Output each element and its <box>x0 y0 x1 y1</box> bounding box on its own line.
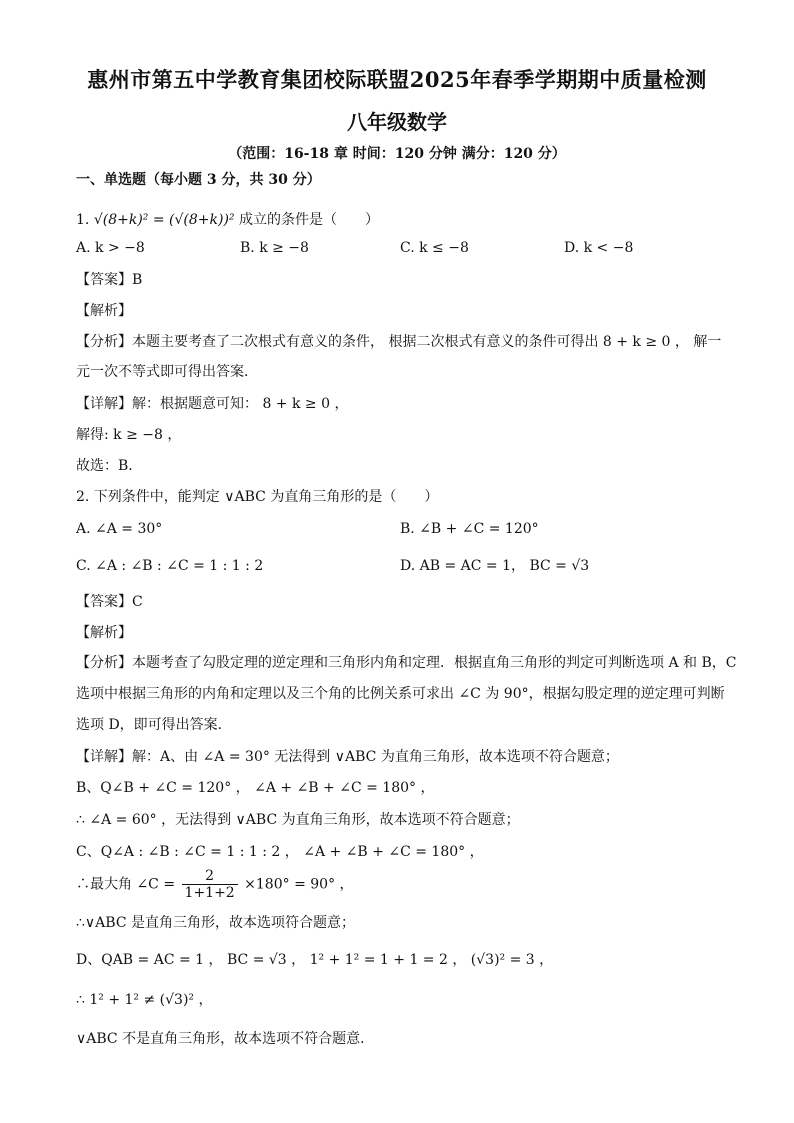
q1-option-d: D. k < −8 <box>564 240 634 256</box>
q2-analysis-1: 【分析】本题考查了勾股定理的逆定理和三角形内角和定理．根据直角三角形的判定可判断选项 A 和 B，C <box>76 655 737 671</box>
q2-detail-4: C、Q∠A : ∠B : ∠C = 1 : 1 : 2 ， ∠A + ∠B + ∠C = 180° ， <box>76 844 484 860</box>
q1-option-c: C. k ≤ −8 <box>400 240 469 256</box>
q2-option-b: B. ∠B + ∠C = 120° <box>400 521 539 537</box>
q2-option-d: D. AB = AC = 1， BC = √3 <box>400 558 590 574</box>
q2-option-c: C. ∠A : ∠B : ∠C = 1 : 1 : 2 <box>76 558 264 574</box>
q2-option-a: A. ∠A = 30° <box>76 521 163 537</box>
fraction-numerator: 2 <box>182 868 238 885</box>
q2-jiexi: 【解析】 <box>76 625 132 641</box>
q2-detail-9: ∨ABC 不是直角三角形，故本选项不符合题意． <box>76 1031 375 1047</box>
q1-option-a: A. k > −8 <box>76 240 145 256</box>
q1-stem-text: 成立的条件是（ ） <box>238 212 379 228</box>
q2-stem: 2. 下列条件中，能判定 ∨ABC 为直角三角形的是（ ） <box>76 489 439 505</box>
q2-detail-1: 【详解】解：A、由 ∠A = 30° 无法得到 ∨ABC 为直角三角形，故本选项不符合题意； <box>76 749 619 765</box>
q2-detail-5 <box>76 868 354 901</box>
q2-detail-5-suffix: ×180° = 90° ， <box>244 876 354 893</box>
exam-subtitle: 八年级数学 <box>347 110 447 134</box>
exam-info: （范围：16-18 章 时间：120 分钟 满分：120 分） <box>228 146 566 162</box>
q2-detail-5-prefix: ∴最大角 ∠C = <box>76 876 176 893</box>
q1-option-b: B. k ≥ −8 <box>240 240 309 256</box>
q2-answer: 【答案】C <box>76 594 143 610</box>
section-title: 一、单选题（每小题 3 分，共 30 分） <box>76 172 321 188</box>
q2-detail-3: ∴ ∠A = 60° ，无法得到 ∨ABC 为直角三角形，故本选项不符合题意； <box>76 812 520 828</box>
q2-detail-6: ∴∨ABC 是直角三角形，故本选项符合题意； <box>76 915 355 931</box>
q1-answer: 【答案】B <box>76 272 143 288</box>
q1-detail-2: 解得: k ≥ −8 ， <box>76 427 182 443</box>
q2-detail-8: ∴ 1² + 1² ≠ (√3)² ， <box>76 992 213 1008</box>
q1-analysis-2: 元一次不等式即可得出答案． <box>76 364 258 380</box>
q1-analysis-1: 【分析】本题主要考查了二次根式有意义的条件， 根据二次根式有意义的条件可得出 8 + k ≥ 0 ， 解一 <box>76 334 722 350</box>
q1-detail-1: 【详解】解：根据题意可知： 8 + k ≥ 0 ， <box>76 396 349 412</box>
q2-detail-2: B、Q∠B + ∠C = 120° ， ∠A + ∠B + ∠C = 180° ， <box>76 780 435 796</box>
q1-detail-3: 故选：B. <box>76 458 133 474</box>
q2-analysis-2: 选项中根据三角形的内角和定理以及三个角的比例关系可求出 ∠C 为 90°，根据勾股定理的逆定理可判断 <box>76 686 725 702</box>
q2-detail-7: D、QAB = AC = 1 ， BC = √3 ， 1² + 1² = 1 + 1 = 2 ， (√3)² = 3 ， <box>76 952 554 968</box>
fraction-denominator: 1+1+2 <box>184 885 235 901</box>
q2-analysis-3: 选项 D，即可得出答案． <box>76 717 232 733</box>
q1-jiexi: 【解析】 <box>76 303 132 319</box>
exam-title: 惠州市第五中学教育集团校际联盟2025年春季学期期中质量检测 <box>87 67 707 92</box>
q1-formula: √(8+k)² = (√(8+k))² <box>93 212 235 228</box>
fraction <box>182 868 238 901</box>
q1-stem <box>76 210 379 230</box>
q1-number: 1. <box>76 212 90 228</box>
